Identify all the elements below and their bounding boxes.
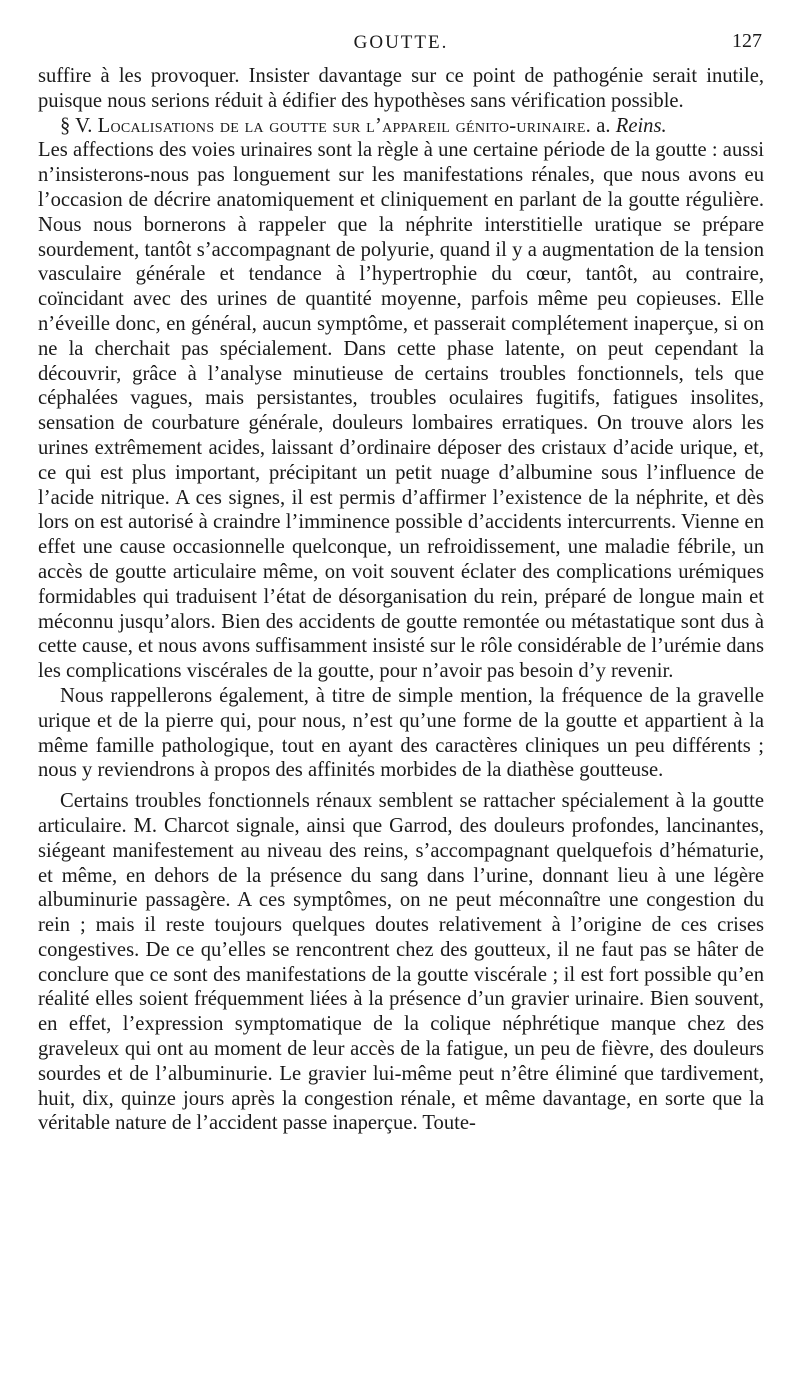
paragraph: Certains troubles fonctionnels rénaux semblent se rattacher spécialement à la goutte articulaire. M. Charcot signale, ainsi que Garrod, des douleurs profondes, lancinantes, siégeant manifestement au niveau des reins, s’accompagnant quelquefois d’hématurie, et même, en dehors de la présence du sang dans l’urine, donnant lieu à une légère albuminurie passagère. A ces symptômes, on ne peut méconnaître une congestion du rein ; mais il reste toujours quelques doutes relativement à l’origine de ces crises congestives. De ce qu’elles se rencontrent chez des goutteux, il ne faut pas se hâter de conclure que ce sont des manifestations de la goutte viscérale ; il est fort possible qu’en réalité elles soient fréquemment liées à la présence d’un gravier urinaire. Bien souvent, en effet, l’expression symptomatique de la colique néphrétique manque chez des graveleux qui ont au moment de leur accès de la fatigue, un peu de fièvre, des douleurs sourdes et de l’albuminurie. Le gravier lui-même peut n’être éliminé que tardivement, huit, dix, quinze jours après la congestion rénale, et même davantage, en sorte que la véritable nature de l’accident passe inaperçue. Toute- xyxy=(38,790,764,1135)
section-sub-title: Reins. xyxy=(615,114,667,137)
section-heading xyxy=(38,114,764,139)
section-mark: § V. xyxy=(60,114,93,137)
section-sub-letter: a. xyxy=(596,114,611,137)
page-header xyxy=(38,26,764,62)
page-number: 127 xyxy=(732,30,762,52)
running-title: GOUTTE. xyxy=(353,32,449,53)
section-title: Localisations de la goutte sur l’appareil génito-urinaire. xyxy=(97,114,592,137)
body-text xyxy=(38,64,764,1136)
paragraph-continuation: suffire à les provoquer. Insister davantage sur ce point de pathogénie serait inutile, puisque nous serions réduit à édifier des hypothèses sans vérification possible. xyxy=(38,65,764,112)
paragraph: Nous rappellerons également, à titre de simple mention, la fréquence de la gravelle urique et de la pierre qui, pour nous, n’est qu’une forme de la goutte et appartient à la même famille pathologique, tout en ayant des caractères cliniques un peu différents ; nous y reviendrons à propos des affinités morbides de la diathèse goutteuse. xyxy=(38,684,764,782)
paragraph: Les affections des voies urinaires sont la règle à une certaine période de la goutte : aussi n’insisterons-nous pas longuement sur les manifestations rénales, que nous avons eu l’occasion de décrire anatomiquement et cliniquement en parlant de la goutte régulière. Nous nous bornerons à rappeler que la néphrite interstitielle uratique se prépare sourdement, tantôt s’accompagnant de polyurie, quand il y a augmentation de la tension vasculaire générale et tendance à l’hypertrophie du cœur, tantôt, au contraire, coïncidant avec des urines de quantité moyenne, parfois même peu copieuses. Elle n’éveille donc, en général, aucun symptôme, et passerait complétement inaperçue, si on ne la cherchait pas spécialement. Dans cette phase latente, on peut cependant la découvrir, grâce à l’analyse minutieuse de certains troubles fonctionnels, tels que céphalées vagues, mais persistantes, troubles oculaires fugitifs, fatigues insolites, sensation de courbature générale, douleurs lombaires erratiques. On trouve alors les urines extrêmement acides, laissant d’ordinaire déposer des cristaux d’acide urique, et, ce qui est plus important, précipitant un petit nuage d’albumine sous l’influence de l’acide nitrique. A ces signes, il est permis d’affirmer l’existence de la néphrite, et dès lors on est autorisé à craindre l’imminence possible d’accidents intercurrents. Vienne en effet une cause occasionnelle quelconque, un refroidissement, une maladie fébrile, un accès de goutte articulaire même, on voit souvent éclater des complications urémiques formidables qui traduisent l’état de désorganisation du rein, préparé de longue main et méconnu jusqu’alors. Bien des accidents de goutte remontée ou métastatique sont dus à cette cause, et nous avons suffisamment insisté sur le rôle considérable de l’urémie dans les complications viscérales de la goutte, pour n’avoir pas besoin d’y revenir. xyxy=(38,139,764,683)
